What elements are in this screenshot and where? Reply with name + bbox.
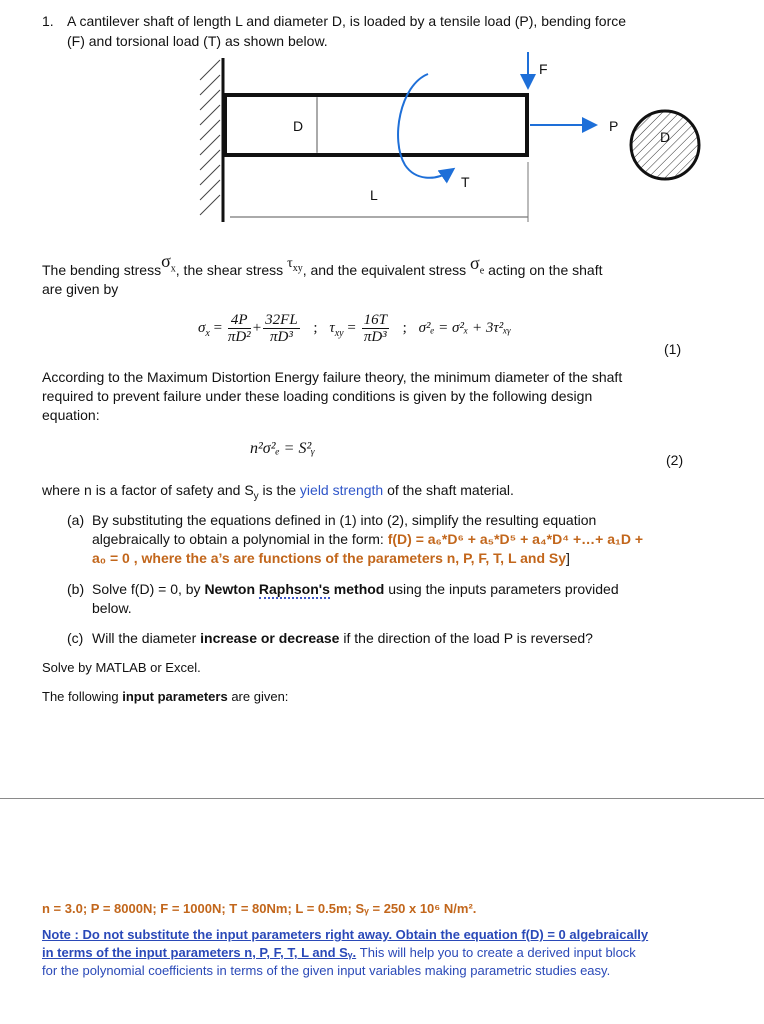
part-c-label: (c)	[67, 630, 84, 646]
mde-line3: equation:	[42, 407, 100, 423]
problem-intro-line2: (F) and torsional load (T) as shown below.	[67, 33, 328, 49]
label-T: T	[461, 174, 470, 190]
note-line2: in terms of the input parameters n, P, F, T, L and Sᵧ. This will help you to create a derived input block	[42, 945, 636, 960]
equation-2-number: (2)	[666, 452, 684, 468]
problem-intro-line1: A cantilever shaft of length L and diameter D, is loaded by a tensile load (P), bending force	[67, 13, 627, 29]
part-a-line2: algebraically to obtain a polynomial in the form: f(D) = a₆*D⁶ + a₅*D⁵ + a₄*D⁴ +…+ a₁D +	[92, 531, 643, 547]
yield-strength-link[interactable]: yield strength	[299, 482, 384, 498]
input-parameters: n = 3.0; P = 8000N; F = 1000N; T = 80Nm; L = 0.5m; Sᵧ = 250 x 10⁶ N/m².	[42, 901, 477, 916]
equation-1: $\sigma_x$ = $\frac{4P}{\text{πD²}}$ + $\frac{32FL}{\text{πD³}}$ ; $\tau_{xy}$ = $\frac{16T}{\text{πD³}}$ ; σ²ₑ = σ²ₓ + 3τ²ₓᵧ	[198, 312, 511, 345]
part-a-line3: a₀ = 0 , where the a’s are functions of the parameters n, P, F, T, L and Sy]	[92, 550, 570, 566]
stress-text-line2: are given by	[42, 281, 119, 297]
part-a-line1: By substituting the equations defined in (1) into (2), simplify the resulting equation	[92, 512, 597, 528]
part-a-label: (a)	[67, 512, 85, 528]
solve-by: Solve by MATLAB or Excel.	[42, 660, 201, 675]
label-P: P	[609, 118, 619, 134]
label-D-shaft: D	[293, 118, 304, 134]
input-parameters-heading: The following input parameters are given:	[42, 689, 289, 704]
cantilever-figure	[190, 50, 730, 230]
label-L: L	[370, 187, 378, 203]
equation-2: n²σ²ₑ = S²ᵧ	[250, 440, 315, 457]
torque-arrow	[398, 74, 452, 178]
note-line1: Note : Do not substitute the input parameters right away. Obtain the equation f(D) = 0 algebraically	[42, 927, 649, 942]
label-F: F	[539, 61, 548, 77]
problem-number: 1.	[42, 13, 54, 29]
wall-hatching	[200, 60, 220, 215]
where-line: where n is a factor of safety and $S_y$ is the yield strength of the shaft material.	[42, 482, 514, 502]
note-line3: for the polynomial coefficients in terms of the given input variables making parametric studies easy.	[42, 963, 611, 978]
part-b-line1: Solve f(D) = 0, by Newton Raphson's method using the inputs parameters provided	[92, 581, 619, 597]
stress-text-line1: The bending stressσ$_x$, the shear stress $\tau_{xy}$, and the equivalent stress $\sigma_e$ acting on the shaft	[42, 251, 603, 278]
equation-1-number: (1)	[664, 341, 682, 357]
mde-line2: required to prevent failure under these loading conditions is given by the following design	[42, 388, 593, 404]
mde-line1: According to the Maximum Distortion Energy failure theory, the minimum diameter of the shaft	[42, 369, 623, 385]
part-c-line: Will the diameter increase or decrease if the direction of the load P is reversed?	[92, 630, 593, 646]
label-D-section: D	[660, 129, 671, 145]
part-b-line2: below.	[92, 600, 132, 616]
separator-line	[0, 798, 764, 799]
shaft-body	[225, 95, 527, 155]
part-b-label: (b)	[67, 581, 85, 597]
